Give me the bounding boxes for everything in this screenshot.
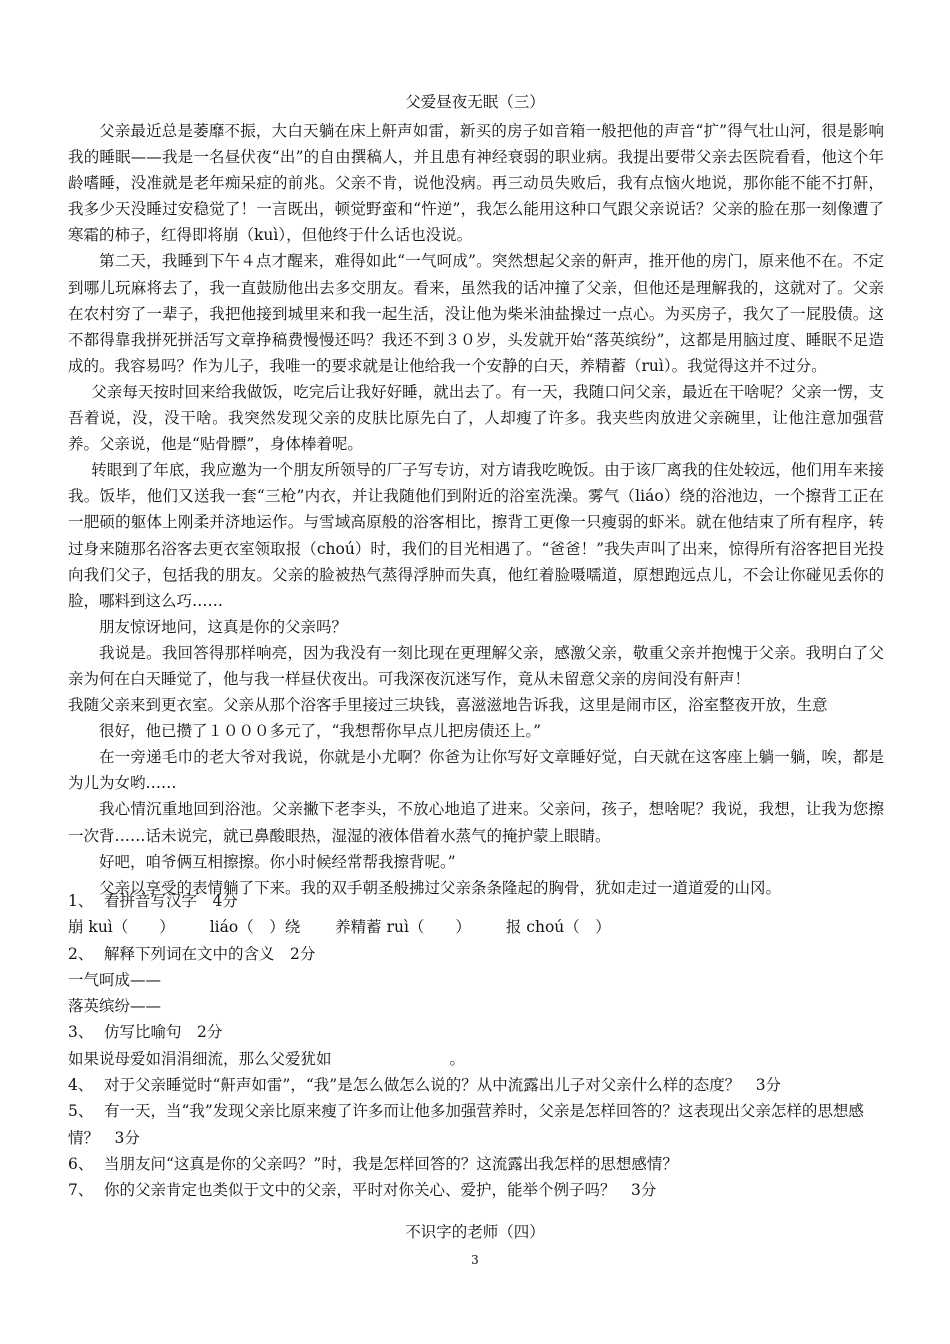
paragraph-3: 父亲每天按时回来给我做饭，吃完后让我好好睡，就出去了。有一天，我随口问父亲，最近在干啥呢？父亲一愣，支吾着说，没，没干啥。我突然发现父亲的皮肤比原先白了，人却瘦了许多。我夹些肉放进父亲碗里，让他注意加强营养。父亲说，他是“贴骨膘”，身体棒着呢。 [68,382,884,454]
question-text: 当朋友问“这真是你的父亲吗？”时，我是怎样回答的？这流露出我怎样的思想感情？ [104,1154,678,1173]
question-text: 有一天，当“我”发现父亲比原来瘦了许多而让他多加强营养时，父亲是怎样回答的？这表现出父亲怎样的思想感情？ 3分 [68,1102,864,1147]
simile-start: 如果说母爱如涓涓细流，那么父爱犹如 [68,1049,332,1068]
paragraph-11: 好吧，咱爷俩互相擦擦。你小时候经常帮我擦背呢。” [99,852,456,871]
pinyin-item-rui: 养精蓄 ruì（ ） [335,918,471,937]
question-number: 6、 [68,1154,94,1173]
question-text: 你的父亲肯定也类似于文中的父亲，平时对你关心、爱护，能举个例子吗？ 3分 [104,1181,657,1200]
question-4 [68,1072,884,1098]
question-number: 4、 [68,1076,94,1095]
paragraph-2: 第二天，我睡到下午４点才醒来，难得如此“一气呵成”。突然想起父亲的鼾声，推开他的房门，原来他不在。不定到哪儿玩麻将去了，我一直鼓励他出去多交朋友。看来，虽然我的话冲撞了父亲，但他还是理解我的，这就对了。父亲在农村穷了一辈子，我把他接到城里来和我一起生活，没让他为柴米油盐操过一点心。为买房子，我欠了一屁股债。这不都得靠我拼死拼活写文章挣稿费慢慢还吗？我还不到３０岁，头发就开始“落英缤纷”，这都是用脑过度、睡眠不足造成的。我容易吗？作为儿子，我唯一的要求就是让他给我一个安静的白天，养精蓄（ruì）。我觉得这并不过分。 [68,252,884,375]
paragraph-4: 转眼到了年底，我应邀为一个朋友所领导的厂子写专访，对方请我吃晚饭。由于该厂离我的住处较远，他们用车来接我。饭毕，他们又送我一套“三枪”内衣，并让我随他们到附近的浴室洗澡。雾气（liáo）绕的浴池边，一个擦背工正在一肥硕的躯体上刚柔并济地运作。与雪域高原般的浴客相比，擦背工更像一只瘦弱的虾米。就在他结束了所有程序，转过身来随那名浴客去更衣室领取报（choú）时，我们的目光相遇了。“爸爸！”我失声叫了出来，惊得所有浴客把目光投向我们父子，包括我的朋友。父亲的脸被热气蒸得浮肿而失真，他红着脸嗫嚅道，原想跑远点儿，不会让你碰见丢你的脸，哪料到这么巧…… [68,461,884,610]
paragraph-5: 朋友惊讶地问，这真是你的父亲吗？ [99,617,348,636]
page-number: 3 [471,1253,479,1267]
simile-prompt [68,1046,884,1072]
pinyin-item-chou: 报 choú（ ） [505,918,611,937]
question-1 [68,888,884,914]
paragraph-1: 父亲最近总是萎靡不振，大白天躺在床上鼾声如雷，新买的房子如音箱一般把他的声音“扩”得气壮山河，很是影响我的睡眠——我是一名昼伏夜“出”的自由撰稿人，并且患有神经衰弱的职业病。我提出要带父亲去医院看看，他这个年龄嗜睡，没准就是老年痴呆症的前兆。父亲不肯，说他没病。再三动员失败后，我有点恼火地说，那你能不能不打鼾，我多少天没睡过安稳觉了！一言既出，顿觉野蛮和“忤逆”，我怎么能用这种口气跟父亲说话？父亲的脸在那一刻像遭了寒霜的柿子，红得即将崩（kuì），但他终于什么话也没说。 [68,122,884,245]
simile-end: 。 [449,1049,466,1068]
paragraph-7: 我随父亲来到更衣室。父亲从那个浴客手里接过三块钱，喜滋滋地告诉我，这里是闹市区，浴室整夜开放，生意 [68,696,828,715]
question-text: 看拼音写汉字 4分 [104,892,238,910]
question-2 [68,941,884,967]
question-text: 仿写比喻句 2分 [104,1023,223,1042]
term-luoyingbinfen: 落英缤纷—— [68,997,162,1016]
question-number: 5、 [68,1102,94,1121]
article-title: 父爱昼夜无眠（三） [405,93,545,111]
paragraph-6: 我说是。我回答得那样响亮，因为我没有一刻比现在更理解父亲，感激父亲，敬重父亲并抱愧于父亲。我明白了父亲为何在白天睡觉了，他与我一样昼伏夜出。可我深夜沉迷写作，竟从未留意父亲的房间没有鼾声！ [68,643,884,688]
question-text: 解释下列词在文中的含义 2分 [104,944,316,963]
article-body [68,118,884,901]
question-1-items [68,914,884,940]
paragraph-9: 在一旁递毛巾的老大爷对我说，你就是小尤啊？你爸为让你写好文章睡好觉，白天就在这客座上躺一躺，唉，都是为儿为女哟…… [68,748,884,793]
question-5 [68,1098,884,1151]
question-number: 2、 [68,944,94,963]
question-section [68,888,884,1204]
question-number: 7、 [68,1181,94,1200]
next-article-title: 不识字的老师（四） [405,1223,545,1241]
term-yiqihecheng: 一气呵成—— [68,970,162,989]
question-3 [68,1019,884,1045]
question-number: 3、 [68,1023,94,1042]
paragraph-10: 我心情沉重地回到浴池。父亲撇下老李头，不放心地追了进来。父亲问，孩子，想啥呢？我说，我想，让我为您擦一次背……话未说完，就已鼻酸眼热，湿湿的液体借着水蒸气的掩护蒙上眼睛。 [68,800,884,845]
question-6 [68,1151,884,1177]
question-7 [68,1177,884,1203]
paragraph-12: 父亲以享受的表情躺了下来。我的双手朝圣般拂过父亲条条隆起的胸骨，犹如走过一道道爱的山冈。 [99,878,782,897]
question-number: 1、 [68,892,94,910]
pinyin-item-liao: liáo（ ）绕 [209,918,301,937]
paragraph-8: 很好，他已攒了１０００多元了，“我想帮你早点儿把房债还上。” [99,722,542,741]
pinyin-item-kui: 崩 kuì（ ） [68,918,175,937]
question-text: 对于父亲睡觉时“鼾声如雷”，“我”是怎么做怎么说的？从中流露出儿子对父亲什么样的态度？ 3分 [104,1076,782,1095]
